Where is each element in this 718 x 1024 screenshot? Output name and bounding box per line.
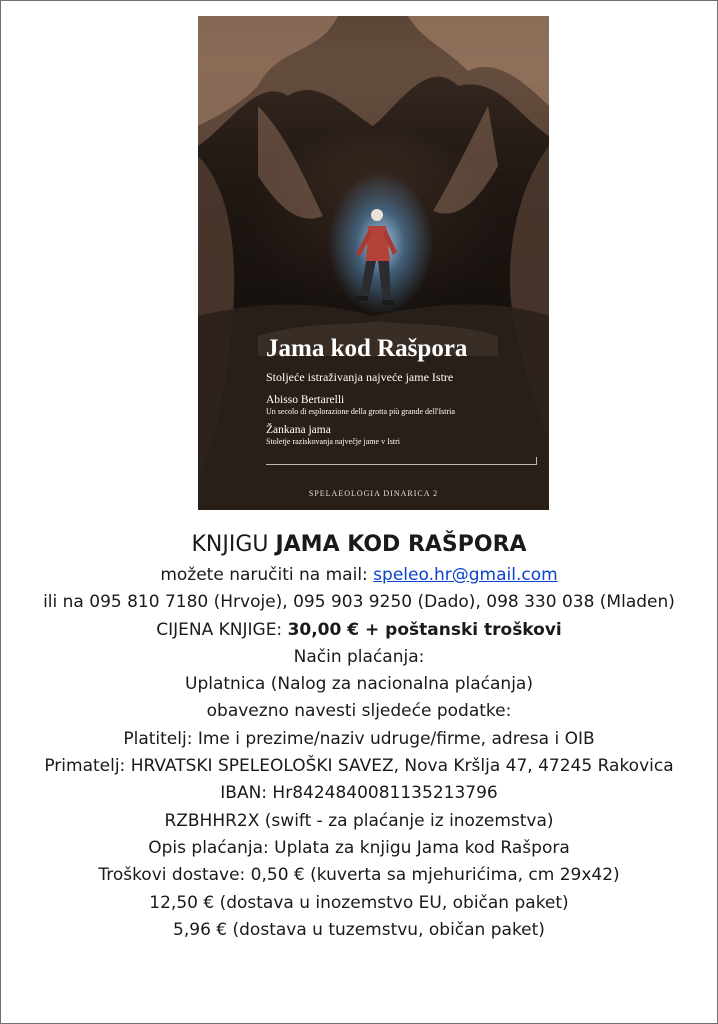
payer-line: Platitelj: Ime i prezime/naziv udruge/firme, adresa i OIB [123,728,595,749]
payment-slip: Uplatnica (Nalog za nacionalna plaćanja) [185,674,533,695]
cover-title: Jama kod Rašpora [266,335,468,362]
cover-italian-subtitle: Un secolo di esplorazione della grotta più grande dell'Istria [266,407,455,416]
heading [0,528,718,562]
cover-slovene-subtitle: Stoletje raziskovanja največje jame v Istri [266,437,400,446]
price-value: 30,00 € + poštanski troškovi [287,619,562,640]
heading-prefix: KNJIGU [191,532,276,557]
cover-slovene-title: Žankana jama [266,424,331,436]
swift-line: RZBHHR2X (swift - za plaćanje iz inozemstva) [164,810,554,831]
shipping-line-1: Troškovi dostave: 0,50 € (kuverta sa mjehurićima, cm 29x42) [98,865,620,886]
iban-line: IBAN: Hr8424840081135213796 [220,783,498,804]
shipping-line-2: 12,50 € (dostava u inozemstvo EU, običan paket) [149,892,569,913]
recipient-line: Primatelj: HRVATSKI SPELEOLOŠKI SAVEZ, Nova Kršlja 47, 47245 Rakovica [44,756,674,777]
price-line [0,617,718,644]
cover-series: SPELAEOLOGIA DINARICA 2 [308,489,439,498]
mail-link[interactable]: speleo.hr@gmail.com [373,565,558,585]
required-data: obavezno navesti sljedeće podatke: [206,701,512,722]
mail-line [0,562,718,589]
mail-prefix: možete naručiti na mail: [160,565,374,585]
heading-book-title: JAMA KOD RAŠPORA [275,532,527,557]
description-line: Opis plaćanja: Uplata za knjigu Jama kod Rašpora [148,837,570,858]
payment-method: Način plaćanja: [293,646,425,667]
order-info [0,528,718,944]
caver-figure [356,209,397,305]
phones-line: ili na 095 810 7180 (Hrvoje), 095 903 9250 (Dado), 098 330 038 (Mladen) [43,592,675,613]
cover-divider-tick [536,457,537,464]
price-prefix: CIJENA KNJIGE: [156,619,288,640]
book-cover [198,16,549,510]
cover-subtitle: Stoljeće istraživanja najveće jame Istre [266,370,454,384]
shipping-line-3: 5,96 € (dostava u tuzemstvu, običan paket) [173,919,545,940]
cover-italian-title: Abisso Bertarelli [266,394,345,406]
cover-text-block [266,334,536,447]
cover-divider [266,464,537,465]
